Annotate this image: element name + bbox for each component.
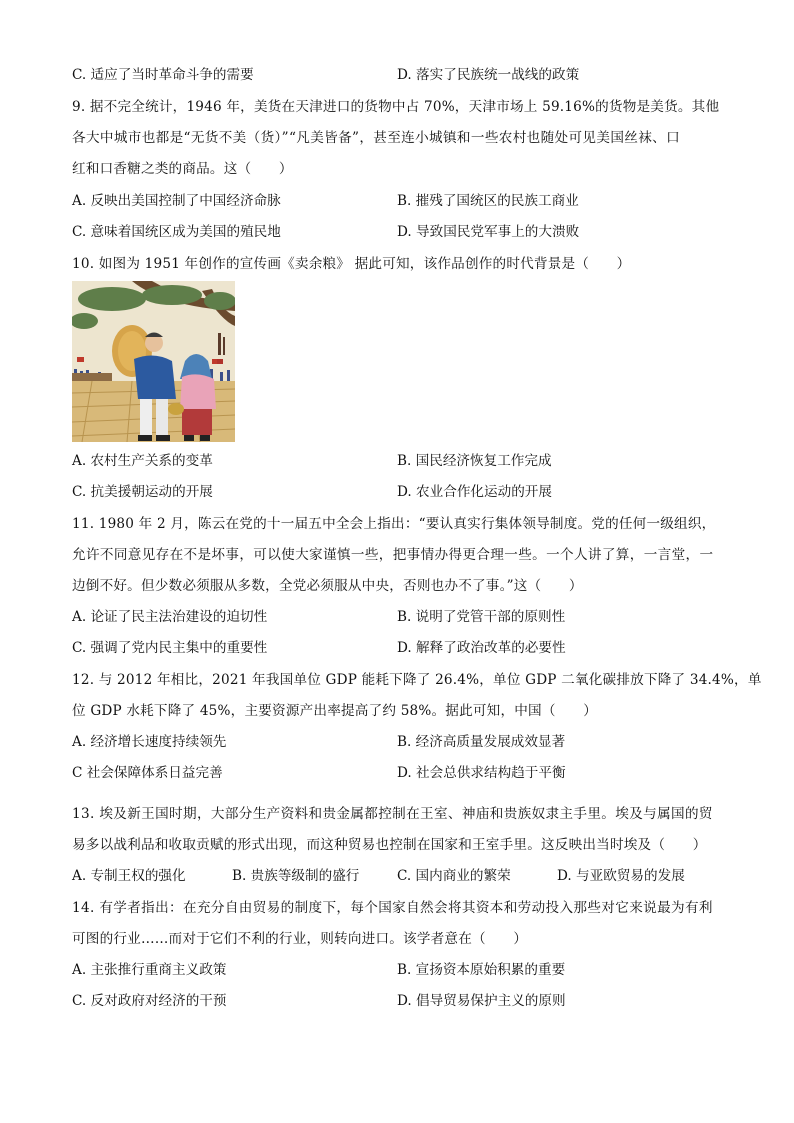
q14-option-c: C. 反对政府对经济的干预: [72, 993, 227, 1009]
q14-option-b: B. 宣扬资本原始积累的重要: [397, 962, 566, 978]
q13-stem-line2: 易多以战利品和收取贡赋的形式出现，而这种贸易也控制在国家和王室手里。这反映出当时埃及（ ）: [72, 837, 707, 853]
q8-option-d: D. 落实了民族统一战线的政策: [397, 67, 580, 83]
q11-stem-line3: 边倒不好。但少数必须服从多数，全党必须服从中央，否则也办不了事。”这（ ）: [72, 578, 583, 594]
q13-option-a: A. 专制王权的强化: [72, 868, 186, 884]
q11-stem-line2: 允许不同意见存在不是坏事，可以使大家谨慎一些，把事情办得更合理一些。一个人讲了算，一言堂，一: [72, 547, 714, 563]
q14-stem-line1: 14. 有学者指出：在充分自由贸易的制度下，每个国家自然会将其资本和劳动投入那些对它来说最为有利: [72, 900, 713, 916]
q9-stem-line1: 9. 据不完全统计，1946 年，美货在天津进口的货物中占 70%，天津市场上 59.16%的货物是美货。其他: [72, 99, 720, 115]
q11-option-c: C. 强调了党内民主集中的重要性: [72, 640, 268, 656]
q10-option-c: C. 抗美援朝运动的开展: [72, 484, 213, 500]
q9-option-a: A. 反映出美国控制了中国经济命脉: [72, 193, 281, 209]
q14-option-a: A. 主张推行重商主义政策: [72, 962, 227, 978]
q12-option-b: B. 经济高质量发展成效显著: [397, 734, 566, 750]
q11-option-a: A. 论证了民主法治建设的迫切性: [72, 609, 268, 625]
q13-option-d: D. 与亚欧贸易的发展: [557, 868, 685, 884]
q13-option-b: B. 贵族等级制的盛行: [232, 868, 360, 884]
q11-option-d: D. 解释了政治改革的必要性: [397, 640, 566, 656]
q12-stem-line2: 位 GDP 水耗下降了 45%，主要资源产出率提高了约 58%。据此可知，中国（ ）: [72, 703, 598, 719]
q9-option-b: B. 摧残了国统区的民族工商业: [397, 193, 579, 209]
q11-stem-line1: 11. 1980 年 2 月，陈云在党的十一届五中全会上指出：“要认真实行集体领导制度。党的任何一级组织，: [72, 516, 716, 532]
q14-stem-line2: 可图的行业……而对于它们不利的行业，则转向进口。该学者意在（ ）: [72, 931, 528, 947]
q12-option-d: D. 社会总供求结构趋于平衡: [397, 765, 566, 781]
q8-option-c: C. 适应了当时革命斗争的需要: [72, 67, 254, 83]
propaganda-painting-image: [72, 281, 235, 442]
q9-stem-line3: 红和口香糖之类的商品。这（ ）: [72, 161, 293, 177]
q11-option-b: B. 说明了党管干部的原则性: [397, 609, 566, 625]
q10-option-a: A. 农村生产关系的变革: [72, 453, 213, 469]
q12-option-a: A. 经济增长速度持续领先: [72, 734, 227, 750]
q12-option-c: C 社会保障体系日益完善: [72, 765, 223, 781]
q10-option-d: D. 农业合作化运动的开展: [397, 484, 552, 500]
q13-option-c: C. 国内商业的繁荣: [397, 868, 511, 884]
q9-option-c: C. 意味着国统区成为美国的殖民地: [72, 224, 281, 240]
q9-option-d: D. 导致国民党军事上的大溃败: [397, 224, 580, 240]
q10-stem-line1: 10. 如图为 1951 年创作的宣传画《卖余粮》 据此可知，该作品创作的时代背景是（ ）: [72, 256, 631, 272]
q12-stem-line1: 12. 与 2012 年相比，2021 年我国单位 GDP 能耗下降了 26.4%，单位 GDP 二氧化碳排放下降了 34.4%，单: [72, 672, 762, 688]
q9-stem-line2: 各大中城市也都是“无货不美（货）”“凡美皆备”，甚至连小城镇和一些农村也随处可见美国丝袜、口: [72, 130, 681, 146]
q10-option-b: B. 国民经济恢复工作完成: [397, 453, 552, 469]
q14-option-d: D. 倡导贸易保护主义的原则: [397, 993, 566, 1009]
q13-stem-line1: 13. 埃及新王国时期，大部分生产资料和贵金属都控制在王室、神庙和贵族奴隶主手里。埃及与属国的贸: [72, 806, 713, 822]
